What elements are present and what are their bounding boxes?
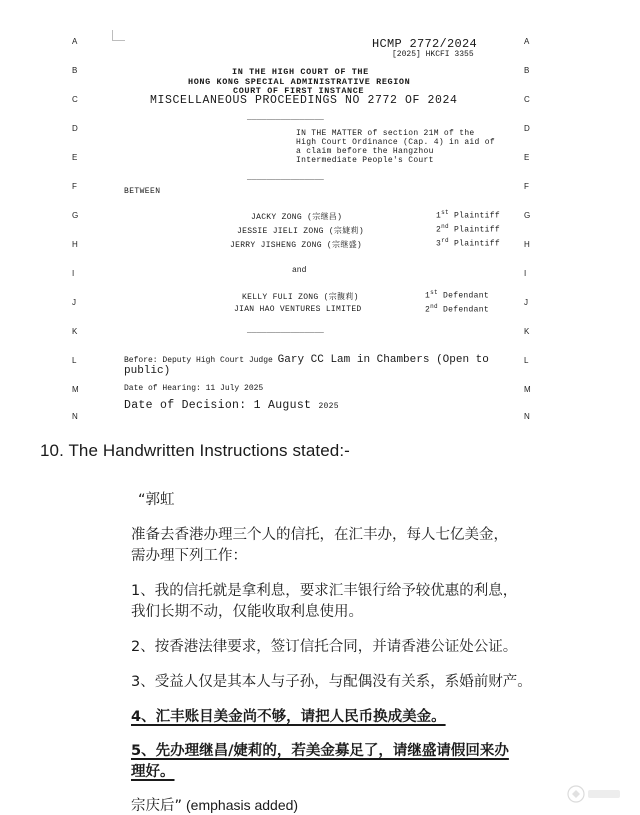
margin-letter: E	[72, 153, 78, 162]
instruction-line: 2、按香港法律要求，签订信托合同，并请香港公证处公证。	[131, 639, 518, 655]
emphasis-note: (emphasis added)	[186, 797, 299, 813]
instruction-line: 需办理下列工作：	[131, 548, 247, 564]
paragraph-heading: 10. The Handwritten Instructions stated:-	[40, 441, 350, 460]
proceedings-title: MISCELLANEOUS PROCEEDINGS NO 2772 OF 2024	[150, 94, 458, 107]
watermark-logo	[566, 782, 626, 806]
emphasized-instruction-line: 理好。	[131, 764, 175, 780]
quote-addressee: “郭虹	[138, 492, 175, 508]
signoff-signature: 宗庆后”	[131, 798, 183, 814]
separator-line: ________________	[247, 113, 324, 122]
margin-letter: B	[72, 66, 78, 75]
margin-letter: A	[72, 37, 78, 46]
margin-letter: N	[72, 412, 78, 421]
plaintiff-3-role: 3rd Plaintiff	[436, 237, 500, 249]
case-number: HCMP 2772/2024	[372, 37, 478, 51]
margin-letter: J	[72, 298, 76, 307]
emphasized-instruction-line: 5、先办理继昌/婕莉的，若美金募足了，请继盛请假回来办	[131, 743, 509, 759]
hearing-date: Date of Hearing: 11 July 2025	[124, 384, 264, 393]
margin-letter: L	[72, 356, 77, 365]
margin-letter: N	[524, 412, 530, 421]
defendant-1-role: 1st Defendant	[425, 289, 489, 301]
instruction-line: 准备去香港办理三个人的信托，在汇丰办，每人七亿美金，	[131, 527, 508, 543]
margin-letter: L	[524, 356, 529, 365]
margin-letter: I	[72, 269, 75, 278]
decision-date: Date of Decision: 1 August 2025	[124, 399, 339, 412]
plaintiff-1-role: 1st Plaintiff	[436, 209, 500, 221]
signoff-line	[131, 794, 298, 815]
margin-letter: A	[524, 37, 530, 46]
margin-letter: G	[72, 211, 79, 220]
court-name-line-1: IN THE HIGH COURT OF THE	[232, 67, 369, 77]
court-name-line-3: COURT OF FIRST INSTANCE	[233, 86, 365, 96]
defendant-2-name: JIAN HAO VENTURES LIMITED	[234, 305, 362, 314]
margin-letter: G	[524, 211, 531, 220]
coram-line: Before: Deputy High Court Judge Gary CC Lam in Chambers (Open to public)	[124, 354, 489, 377]
margin-letter: D	[524, 124, 530, 133]
margin-letter: K	[524, 327, 530, 336]
defendant-2-role: 2nd Defendant	[425, 303, 489, 315]
page-corner-mark	[112, 30, 125, 41]
margin-letter: C	[72, 95, 78, 104]
plaintiff-1-name: JACKY ZONG (宗继昌)	[251, 213, 343, 222]
instruction-line: 1、我的信托就是拿利息，要求汇丰银行给予较优惠的利息，	[131, 583, 518, 599]
court-name-line-2: HONG KONG SPECIAL ADMINISTRATIVE REGION	[188, 77, 411, 87]
margin-letter: J	[524, 298, 528, 307]
separator-line: ________________	[247, 173, 324, 182]
defendant-1-name: KELLY FULI ZONG (宗馥莉)	[242, 293, 359, 302]
between-label: BETWEEN	[124, 187, 161, 196]
instruction-line: 3、受益人仅是其本人与子孙，与配偶没有关系，系婚前财产。	[131, 674, 532, 690]
margin-letter: C	[524, 95, 530, 104]
and-label: and	[292, 266, 307, 275]
margin-letter: K	[72, 327, 78, 336]
margin-letter: I	[524, 269, 527, 278]
margin-letter: M	[72, 385, 79, 394]
separator-line: ________________	[247, 326, 324, 335]
margin-letter: F	[72, 182, 77, 191]
plaintiff-3-name: JERRY JISHENG ZONG (宗继盛)	[230, 241, 363, 250]
margin-letter: M	[524, 385, 531, 394]
plaintiff-2-name: JESSIE JIELI ZONG (宗婕莉)	[237, 227, 364, 236]
neutral-citation: [2025] HKCFI 3355	[392, 50, 474, 59]
margin-letter: H	[524, 240, 530, 249]
emphasized-instruction-line: 4、汇丰账目美金尚不够，请把人民币换成美金。	[131, 709, 446, 725]
margin-letter: B	[524, 66, 530, 75]
matter-description: IN THE MATTER of section 21M of the High Court Ordinance (Cap. 4) in aid of a claim before the Hangzhou Intermediate People's Court	[296, 129, 495, 165]
margin-letter: D	[72, 124, 78, 133]
margin-letter: F	[524, 182, 529, 191]
margin-letter: H	[72, 240, 78, 249]
instruction-line: 我们长期不动，仅能收取利息使用。	[131, 604, 363, 620]
plaintiff-2-role: 2nd Plaintiff	[436, 223, 500, 235]
margin-letter: E	[524, 153, 530, 162]
